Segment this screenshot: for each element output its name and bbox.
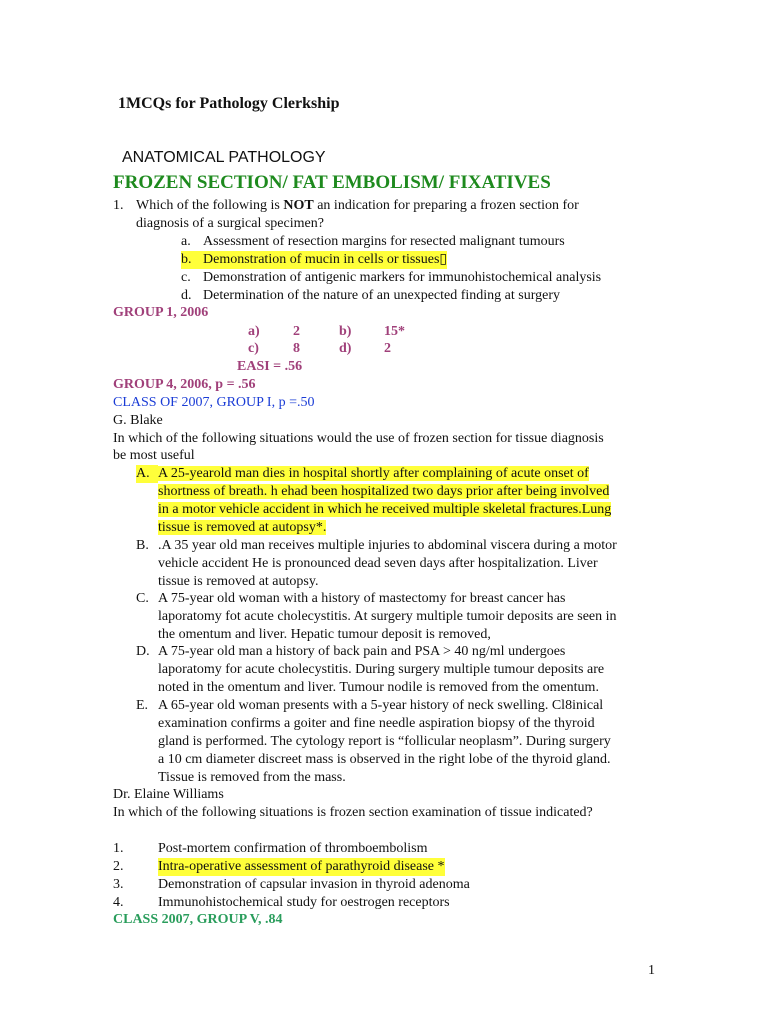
stat-cell: 2	[384, 341, 391, 356]
q3-option-number: 2.	[113, 859, 124, 874]
q3-option-number: 3.	[113, 877, 124, 892]
topic-heading: FROZEN SECTION/ FAT EMBOLISM/ FIXATIVES	[113, 172, 551, 193]
stat-cell: d)	[339, 341, 352, 356]
q3-option-number: 4.	[113, 895, 124, 910]
class-label: CLASS OF 2007, GROUP I, p =.50	[113, 395, 315, 410]
q3-option-text: Immunohistochemical study for oestrogen receptors	[158, 895, 450, 910]
q3-option-text: Demonstration of capsular invasion in thyroid adenoma	[158, 877, 470, 892]
q1-option-text: Demonstration of antigenic markers for immunohistochemical analysis	[203, 270, 602, 285]
document-title: 1MCQs for Pathology Clerkship	[118, 95, 340, 112]
q1-number: 1.	[113, 198, 124, 213]
stat-cell: 8	[293, 341, 300, 356]
author-name: G. Blake	[113, 413, 163, 428]
q1-option-letter: b.	[181, 251, 203, 269]
q1-stem-line1: Which of the following is NOT an indication for preparing a frozen section for	[136, 198, 579, 213]
q1-option-letter: c.	[181, 270, 191, 285]
q2-option-letter: C.	[136, 591, 149, 606]
q2-stem-line1: In which of the following situations would the use of frozen section for tissue diagnosis	[113, 431, 604, 446]
q2-option-correct: A 25-yearold man dies in hospital shortly after complaining of acute onset of shortness of breath. h ehad been hospitalized two days prior after being involved in a motor vehicle accident in which he received multiple skeletal fractures.Lung tissue is removed at autopsy*.	[158, 466, 612, 535]
stat-cell: 15*	[384, 324, 405, 339]
stat-cell: 2	[293, 324, 300, 339]
group-label: GROUP 1, 2006	[113, 305, 209, 320]
q2-option-letter: D.	[136, 644, 150, 659]
q1-option-text: Assessment of resection margins for resected malignant tumours	[203, 234, 565, 249]
q3-option-text: Post-mortem confirmation of thromboembolism	[158, 841, 428, 856]
class-label: CLASS 2007, GROUP V, .84	[113, 912, 283, 927]
stat-cell: a)	[248, 324, 260, 339]
q2-option: A 75-year old man a history of back pain and PSA > 40 ng/ml undergoes laporatomy for acute cholecystitis. During surgery multiple tumour deposits are noted in the omentum and liver. Tumour nodile is removed from the omentum.	[158, 644, 605, 695]
q3-stem: In which of the following situations is frozen section examination of tissue indicated?	[113, 805, 593, 820]
q2-option: A 65-year old woman presents with a 5-year history of neck swelling. Cl8inical examination confirms a goiter and fine needle aspiration biopsy of the thyroid gland is performed. The cytology report is “follicular neoplasm”. During surgery a 10 cm diameter discreet mass is observed in the right lobe of the thyroid gland. Tissue is removed from the mass.	[158, 698, 611, 785]
author-name: Dr. Elaine Williams	[113, 787, 224, 802]
stat-cell: c)	[248, 341, 259, 356]
stat-cell: b)	[339, 324, 352, 339]
q1-option-letter: d.	[181, 288, 192, 303]
q2-option: .A 35 year old man receives multiple injuries to abdominal viscera during a motor vehicle accident He is pronounced dead seven days after hospitalization. Liver tissue is removed at autopsy.	[158, 538, 617, 589]
page-number: 1	[648, 963, 655, 978]
q1-option-text-correct: Demonstration of mucin in cells or tissues▯	[203, 252, 448, 267]
q1-stem-line2: diagnosis of a surgical specimen?	[136, 216, 324, 231]
q2-option-letter: A.	[136, 465, 158, 483]
q2-stem-line2: be most useful	[113, 448, 195, 463]
q3-option-text-correct: Intra-operative assessment of parathyroid disease *	[158, 859, 445, 874]
section-title: ANATOMICAL PATHOLOGY	[122, 149, 326, 166]
q1-option-text: Determination of the nature of an unexpected finding at surgery	[203, 288, 561, 303]
easi-value: EASI = .56	[237, 359, 303, 374]
q1-option-letter: a.	[181, 234, 191, 249]
group-label: GROUP 4, 2006, p = .56	[113, 377, 256, 392]
q2-option-letter: E.	[136, 698, 149, 713]
q2-option-letter: B.	[136, 538, 149, 553]
q3-option-number: 1.	[113, 841, 124, 856]
q2-option: A 75-year old woman with a history of mastectomy for breast cancer has laporatomy fot acute cholecystitis. At surgery multiple tumoir deposits are seen in the omentum and liver. Hepatic tumour deposit is removed,	[158, 591, 617, 642]
